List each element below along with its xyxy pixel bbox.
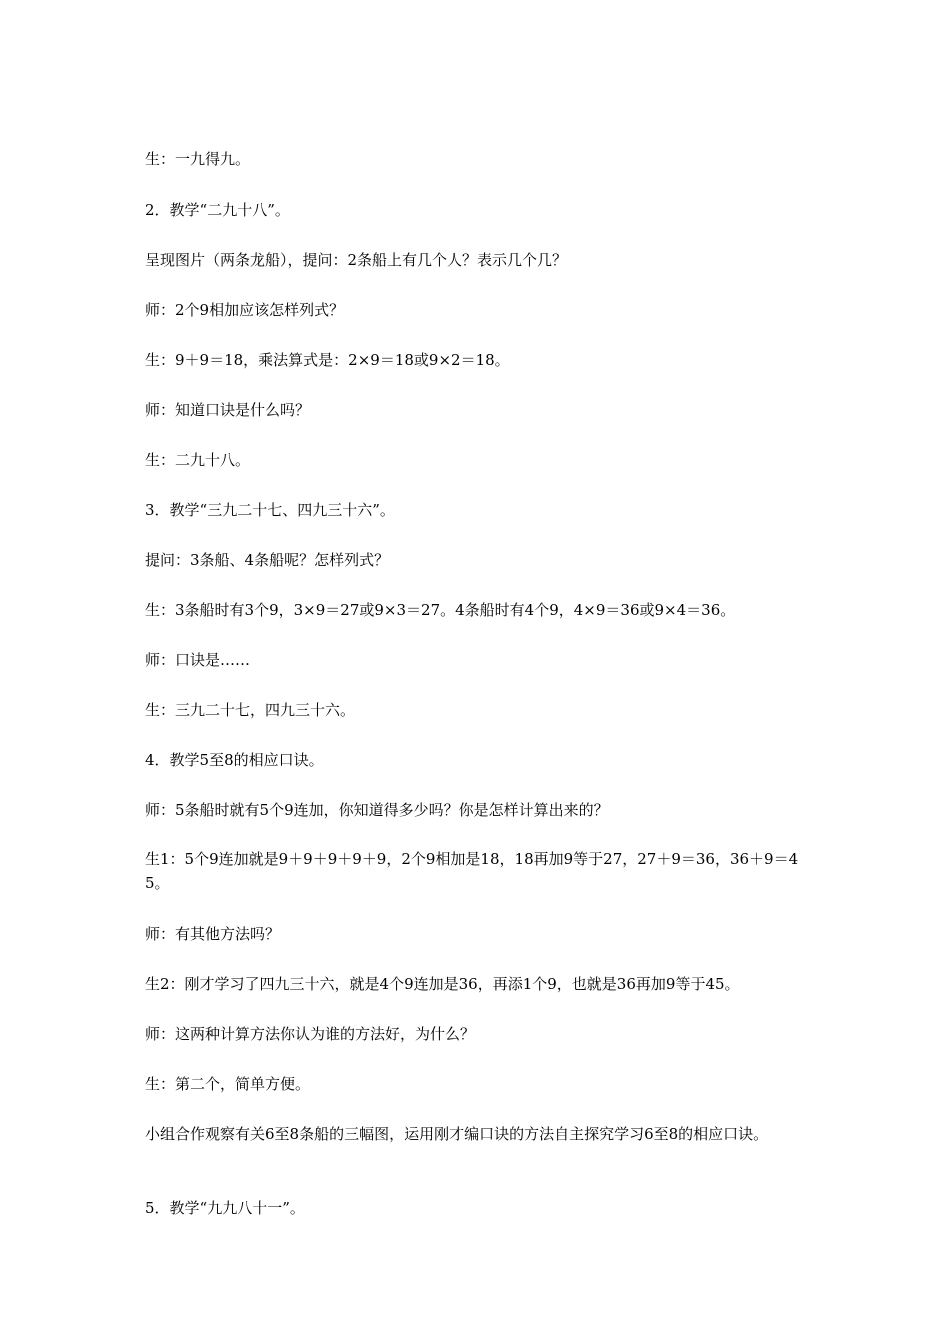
- paragraph: 小组合作观察有关6至8条船的三幅图，运用刚才编口诀的方法自主探究学习6至8的相应口诀。: [145, 1125, 769, 1143]
- paragraph: 呈现图片（两条龙船），提问：2条船上有几个人？表示几个几？: [145, 251, 568, 269]
- section-heading: 5．教学“九九八十一”。: [145, 1199, 305, 1217]
- paragraph: 师：口诀是……: [145, 651, 251, 669]
- paragraph: 师：知道口诀是什么吗？: [145, 401, 311, 419]
- paragraph: 生：第二个，简单方便。: [145, 1075, 311, 1093]
- paragraph: 生：三九二十七，四九三十六。: [145, 701, 356, 719]
- paragraph: 生1：5个9连加就是9＋9＋9＋9＋9，2个9相加是18，18再加9等于27，27＋9＝36，36＋9＝45。: [145, 850, 799, 892]
- paragraph: 生：9＋9＝18，乘法算式是：2×9＝18或9×2＝18。: [145, 351, 510, 369]
- paragraph: 师：2个9相加应该怎样列式？: [145, 301, 345, 319]
- paragraph: 生：3条船时有3个9，3×9＝27或9×3＝27。4条船时有4个9，4×9＝36或9×4＝36。: [145, 601, 736, 619]
- paragraph: 生：二九十八。: [145, 451, 251, 469]
- section-heading: 3．教学“三九二十七、四九三十六”。: [145, 501, 395, 519]
- paragraph: 生：一九得九。: [145, 150, 251, 168]
- paragraph: 师：5条船时就有5个9连加，你知道得多少吗？你是怎样计算出来的？: [145, 801, 609, 819]
- section-heading: 4．教学5至8的相应口诀。: [145, 751, 324, 769]
- paragraph: 生2：刚才学习了四九三十六，就是4个9连加是36，再添1个9，也就是36再加9等于45。: [145, 975, 740, 993]
- paragraph: 师：有其他方法吗？: [145, 925, 281, 943]
- section-heading: 2．教学“二九十八”。: [145, 201, 290, 219]
- paragraph: 师：这两种计算方法你认为谁的方法好，为什么？: [145, 1025, 476, 1043]
- paragraph: 提问：3条船、4条船呢？怎样列式？: [145, 551, 390, 569]
